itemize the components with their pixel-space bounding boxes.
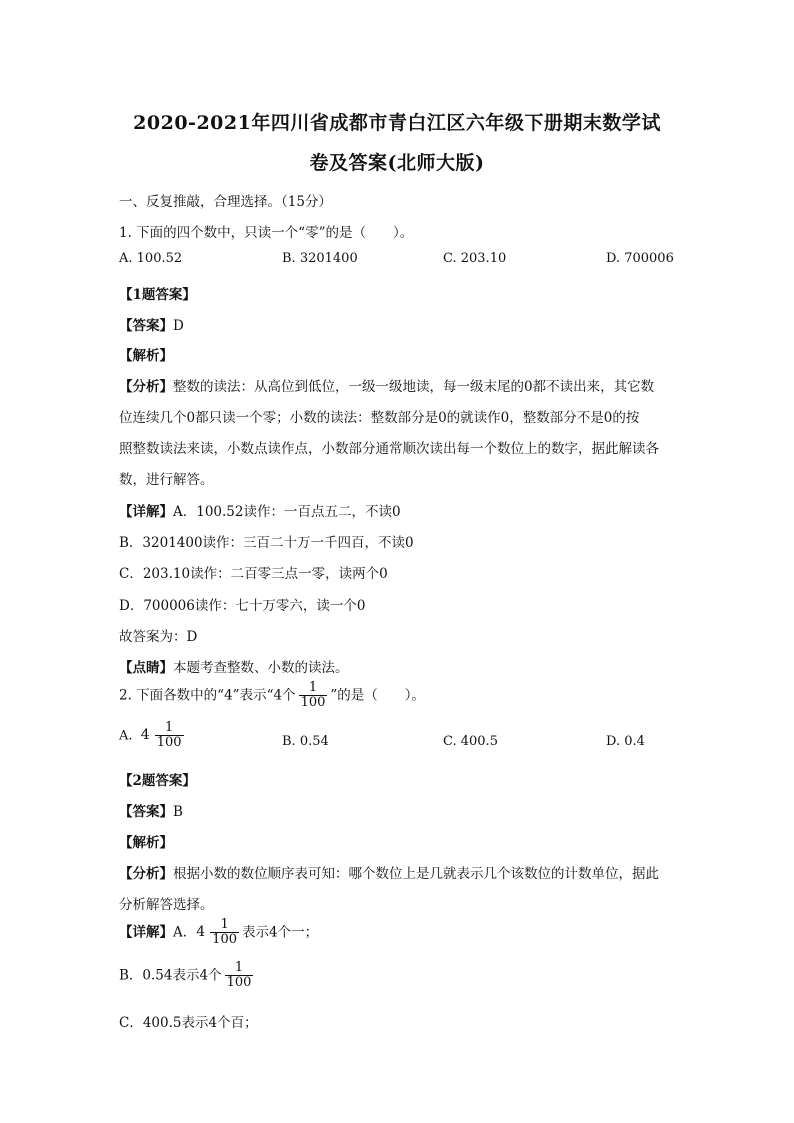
detail-b-pre: B．0.54表示4个	[119, 967, 222, 984]
detail-label: 【详解】	[119, 924, 173, 941]
q1-option-a: A. 100.52	[119, 251, 183, 266]
q2-option-d: D. 0.4	[606, 734, 645, 749]
analysis-text: 整数的读法：从高位到低位，一级一级地读，每一级末尾的0都不读出来，其它数	[173, 379, 655, 395]
analysis-label: 【分析】	[119, 379, 173, 395]
fraction-numerator: 1	[164, 720, 174, 735]
q2-stem	[119, 681, 425, 711]
q2-answer-tag: 【2题答案】	[119, 773, 196, 789]
q2-option-a	[119, 721, 187, 751]
answer-value: D	[173, 318, 184, 334]
doc-title-line1: 2020-2021年四川省成都市青白江区六年级下册期末数学试	[133, 112, 661, 134]
q1-stem: 1. 下面的四个数中，只读一个“零”的是（ ）。	[119, 225, 414, 241]
fraction-numerator: 1	[220, 917, 229, 932]
analysis-label: 【分析】	[119, 866, 173, 882]
q2-stem-pre: 2. 下面各数中的“4”表示“4个	[119, 687, 296, 704]
q1-analysis-line2: 位连续几个0都只读一个零；小数的读法：整数部分是0的就读作0，整数部分不是0的按	[119, 410, 640, 426]
q1-option-b: B. 3201400	[282, 251, 358, 266]
q2-analysis-line2: 分析解答选择。	[119, 897, 214, 913]
q2-analysis-tag: 【解析】	[119, 835, 173, 851]
doc-title-line2: 卷及答案(北师大版)	[309, 152, 485, 174]
detail-text: A．100.52读作：一百点五二，不读0	[173, 504, 401, 520]
q2-answer	[119, 800, 183, 820]
fraction-denominator: 100	[156, 735, 182, 751]
fraction-denominator: 100	[300, 695, 326, 711]
fraction-denominator: 100	[226, 975, 252, 991]
fraction	[210, 918, 239, 948]
fraction	[299, 681, 328, 711]
q1-comment	[119, 656, 349, 676]
q2-option-b: B. 0.54	[282, 734, 329, 749]
comment-label: 【点睛】	[119, 660, 173, 676]
q2-detail-c: C．400.5表示4个百；	[119, 1015, 258, 1031]
q2-stem-post: ”的是（ ）。	[330, 687, 426, 704]
mixed-whole: 4	[140, 727, 150, 744]
section-heading: 一、反复推敲，合理选择。（15分）	[119, 194, 332, 210]
q1-option-c: C. 203.10	[443, 251, 507, 266]
q1-answer	[119, 314, 184, 334]
q1-detail-b: B．3201400读作：三百二十万一千四百，不读0	[119, 535, 414, 551]
q2-option-c: C. 400.5	[443, 734, 498, 749]
fraction-denominator: 100	[212, 932, 237, 948]
answer-label: 【答案】	[119, 318, 173, 334]
detail-a-post: 表示4个一；	[242, 924, 319, 941]
option-label: A.	[119, 728, 133, 744]
q1-analysis-line3: 照整数读法来读，小数点读作点，小数部分通常顺次读出每一个数位上的数字，据此解读各	[119, 441, 659, 457]
fraction-numerator: 1	[234, 960, 244, 975]
q1-conclusion: 故答案为：D	[119, 629, 198, 645]
answer-label: 【答案】	[119, 804, 173, 820]
analysis-text: 根据小数的数位顺序表可知：哪个数位上是几就表示几个该数位的计数单位，据此	[173, 866, 659, 882]
fraction-numerator: 1	[308, 680, 318, 695]
q2-detail-a	[119, 918, 318, 948]
fraction	[155, 721, 184, 751]
detail-label: 【详解】	[119, 504, 173, 520]
q1-analysis-tag: 【解析】	[119, 348, 173, 364]
q1-answer-tag: 【1题答案】	[119, 287, 196, 303]
comment-text: 本题考查整数、小数的读法。	[173, 660, 349, 676]
q1-detail-a	[119, 500, 401, 520]
q2-detail-b	[119, 961, 256, 991]
mixed-whole: 4	[196, 924, 206, 941]
detail-a-pre: A．	[173, 924, 197, 941]
q1-detail-d: D．700006读作：七十万零六，读一个0	[119, 598, 366, 614]
fraction	[225, 961, 254, 991]
q1-option-d: D. 700006	[606, 251, 674, 266]
q1-analysis-line1	[119, 375, 654, 395]
q2-analysis-line1	[119, 862, 659, 882]
q1-analysis-line4: 数，进行解答。	[119, 472, 214, 488]
q1-detail-c: C．203.10读作：二百零三点一零，读两个0	[119, 566, 388, 582]
answer-value: B	[173, 804, 183, 820]
